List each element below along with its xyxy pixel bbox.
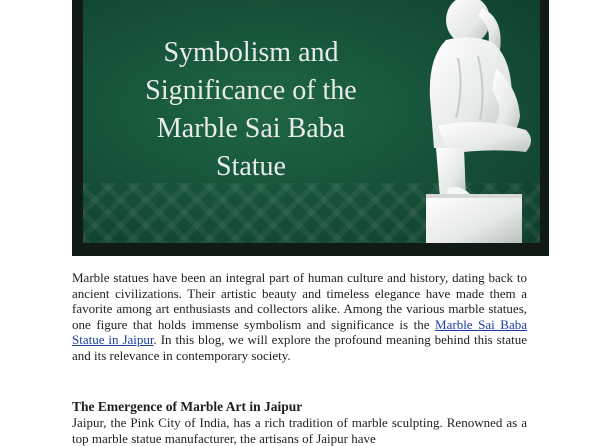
banner-background <box>83 0 540 243</box>
banner-title <box>111 34 391 186</box>
section-paragraph: Jaipur, the Pink City of India, has a rich tradition of marble sculpting. Renowned as a top marble statue manufacturer, the artisans of Jaipur have <box>72 415 527 446</box>
title-line: Marble Sai Baba <box>156 113 346 144</box>
section-heading: The Emergence of Marble Art in Jaipur <box>72 399 303 414</box>
title-line: Symbolism and <box>163 37 339 68</box>
intro-paragraph <box>72 270 527 363</box>
intro-text-end: . In this blog, we will explore the profound meaning behind this statue and its relevance in contemporary society. <box>72 332 527 363</box>
statue-link[interactable]: Marble Sai Baba Statue in Jaipur <box>72 316 527 347</box>
hero-banner <box>72 0 549 256</box>
intro-text: Marble statues have been an integral part of human culture and history, dating back to ancient civilizations. Their artistic beauty and timeless elegance have made them a favorite among art enthusiasts and collectors alike. Among the various marble statues, one figure that holds immense symbolism and significance is the <box>72 270 527 332</box>
title-line: Significance of the <box>145 75 357 106</box>
sai-baba-statue-image <box>408 0 540 243</box>
title-line: Statue <box>216 151 286 182</box>
